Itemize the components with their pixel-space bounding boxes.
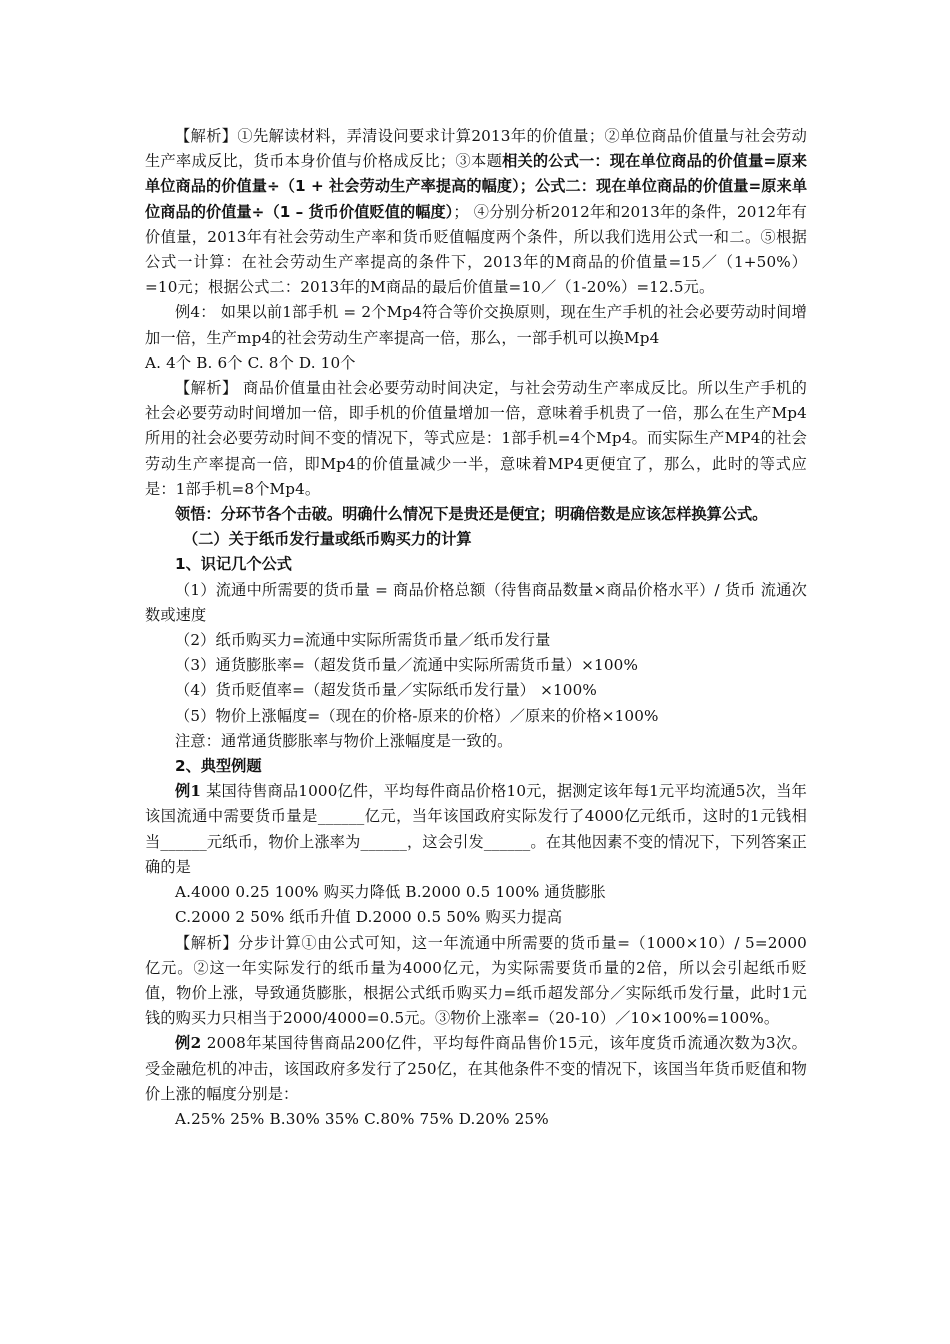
formula-1: （1）流通中所需要的货币量 = 商品价格总额（待售商品数量×商品价格水平）/ 货币 流通次数或速度 — [145, 580, 807, 624]
analysis-text-c: ； ④分别分析2012年和2013年的条件，2012年有价值量，2013年有社会劳动生产率和货币贬值幅度两个条件，所以我们选用公式一和二。⑤根据公式一计算：在社会劳动生产率提高的条件下，2013年的M商品的价值量=15／（1+50%）=10元；根据公式二：2013年的M商品的最后价值量=10／（1-20%）=12.5元。 — [145, 202, 807, 297]
example-1-label: 例1 — [175, 782, 202, 801]
example-1-question — [145, 779, 807, 880]
example-2-question — [145, 1031, 807, 1107]
note-paragraph: 注意：通常通货膨胀率与物价上涨幅度是一致的。 — [175, 731, 513, 750]
example-1-text: 某国待售商品1000亿件，平均每件商品价格10元，据测定该年每1元平均流通5次，当年该国流通中需要货币量是______亿元，当年该国政府实际发行了4000亿元纸币，这时的1元钱相当______元纸币，物价上涨率为______，这会引发______。在其他因素不变的情况下，下列答案正确的是 — [145, 782, 807, 876]
example-1-options-ab: A.4000 0.25 100% 购买力降低 B.2000 0.5 100% 通货膨胀 — [175, 883, 606, 902]
example-4-options: A. 4个 B. 6个 C. 8个 D. 10个 — [145, 353, 356, 372]
example-2-options: A.25% 25% B.30% 35% C.80% 75% D.20% 25% — [175, 1109, 549, 1128]
formula-4: （4）货币贬值率=（超发货币量／实际纸币发行量） ×100% — [175, 681, 597, 700]
example-4-question: 例4： 如果以前1部手机 = 2个Mp4符合等价交换原则，现在生产手机的社会必要劳动时间增加一倍，生产mp4的社会劳动生产率提高一倍，那么，一部手机可以换Mp4 — [145, 303, 807, 347]
section-2-title: （二）关于纸币发行量或纸币购买力的计算 — [183, 530, 472, 549]
formula-emphasis: 相关的公式一：现在单位商品的价值量=原来单位商品的价值量÷（1 + 社会劳动生产率提高的幅度）；公式二：现在单位商品的价值量=原来单位商品的价值量÷（1 – 货币价值贬值的幅度） — [145, 152, 807, 221]
example-2-text: 2008年某国待售商品200亿件，平均每件商品售价15元，该年度货币流通次数为3次。受金融危机的冲击，该国政府多发行了250亿，在其他条件不变的情况下，该国当年货币贬值和物价上涨的幅度分别是： — [145, 1034, 808, 1103]
example-4-analysis: 【解析】 商品价值量由社会必要劳动时间决定，与社会劳动生产率成反比。所以生产手机的社会必要劳动时间增加一倍，即手机的价值量增加一倍，意味着手机贵了一倍，那么在生产Mp4所用的社会必要劳动时间不变的情况下，等式应是：1部手机=4个Mp4。而实际生产MP4的社会劳动生产率提高一倍，即Mp4的价值量减少一半，意味着MP4更便宜了，那么，此时的等式应是：1部手机=8个Mp4。 — [145, 379, 807, 498]
formula-3: （3）通货膨胀率=（超发货币量／流通中实际所需货币量）×100% — [175, 656, 639, 675]
formula-2: （2）纸币购买力=流通中实际所需货币量／纸币发行量 — [175, 631, 551, 650]
subsection-2-heading: 2、典型例题 — [175, 757, 262, 776]
example-2-label: 例2 — [175, 1034, 202, 1053]
subsection-1-heading: 1、识记几个公式 — [175, 555, 292, 574]
analysis-text-a: 【解析】①先解读材料，弄清设问要求计算2013年的价值量；②单位商品价值量与社会劳动生产率成反比，货币本身价值与价格成反比；③本题 — [145, 127, 807, 171]
example-1-analysis: 【解析】分步计算①由公式可知，这一年流通中所需要的货币量=（1000×10）/ 5=2000亿元。②这一年实际发行的纸币量为4000亿元，为实际需要货币量的2倍，所以会引起纸币贬值，物价上涨，导致通货膨胀，根据公式纸币购买力=纸币超发部分／实际纸币发行量，此时1元钱的购买力只相当于2000/4000=0.5元。③物价上涨率=（20-10）／10×100%=100%。 — [145, 933, 807, 1028]
document-body — [145, 124, 807, 1132]
example-1-options-cd: C.2000 2 50% 纸币升值 D.2000 0.5 50% 购买力提高 — [175, 908, 563, 927]
insight-paragraph: 领悟：分环节各个击破。明确什么情况下是贵还是便宜；明确倍数是应该怎样换算公式。 — [175, 505, 768, 524]
formula-5: （5）物价上涨幅度=（现在的价格-原来的价格）／原来的价格×100% — [175, 706, 659, 725]
analysis-paragraph-1 — [145, 124, 807, 300]
